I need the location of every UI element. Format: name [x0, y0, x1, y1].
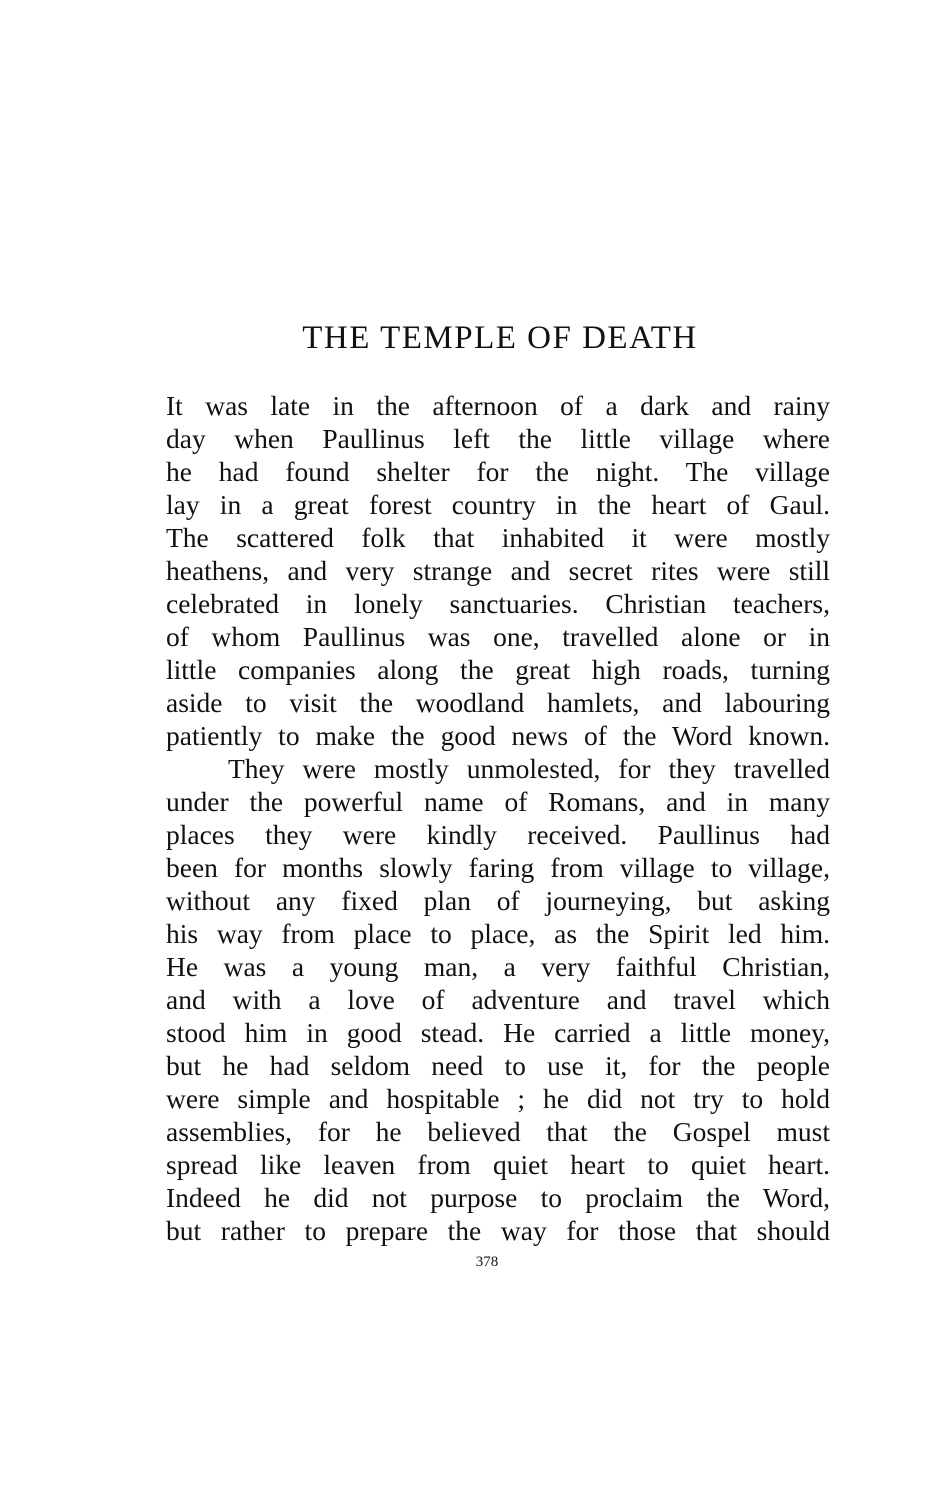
text-line: places they were kindly received. Paullinus had	[166, 819, 830, 850]
text-line: stood him in good stead. He carried a little money,	[166, 1017, 830, 1048]
text-line: It was late in the afternoon of a dark and rainy	[166, 390, 830, 421]
chapter-title: THE TEMPLE OF DEATH	[302, 320, 698, 356]
text-line: under the powerful name of Romans, and in many	[166, 786, 830, 817]
text-line: without any fixed plan of journeying, but asking	[166, 885, 830, 916]
text-line: patiently to make the good news of the Word known.	[166, 720, 830, 751]
text-line: of whom Paullinus was one, travelled alone or in	[166, 621, 830, 652]
text-line: celebrated in lonely sanctuaries. Christian teachers,	[166, 588, 830, 619]
text-line: his way from place to place, as the Spirit led him.	[166, 918, 830, 949]
text-line: and with a love of adventure and travel which	[166, 984, 830, 1015]
text-line: heathens, and very strange and secret rites were still	[166, 555, 830, 586]
text-line: but rather to prepare the way for those that should	[166, 1215, 830, 1246]
text-line: but he had seldom need to use it, for the people	[166, 1050, 830, 1081]
text-line: He was a young man, a very faithful Christian,	[166, 951, 830, 982]
text-line: Indeed he did not purpose to proclaim the Word,	[166, 1182, 830, 1213]
text-line: were simple and hospitable ; he did not try to hold	[166, 1083, 830, 1114]
text-line: They were mostly unmolested, for they travelled	[228, 753, 830, 784]
text-line: aside to visit the woodland hamlets, and labouring	[166, 687, 830, 718]
text-line: little companies along the great high roads, turning	[166, 654, 830, 685]
text-line: spread like leaven from quiet heart to quiet heart.	[166, 1149, 830, 1180]
body-text	[166, 389, 830, 1247]
text-line: The scattered folk that inhabited it were mostly	[166, 522, 830, 553]
text-line: assemblies, for he believed that the Gospel must	[166, 1116, 830, 1147]
page-number: 378	[475, 1254, 499, 1270]
text-line: lay in a great forest country in the heart of Gaul.	[166, 489, 830, 520]
text-line: been for months slowly faring from village to village,	[166, 852, 830, 883]
text-line: day when Paullinus left the little village where	[166, 423, 830, 454]
text-line: he had found shelter for the night. The village	[166, 456, 830, 487]
